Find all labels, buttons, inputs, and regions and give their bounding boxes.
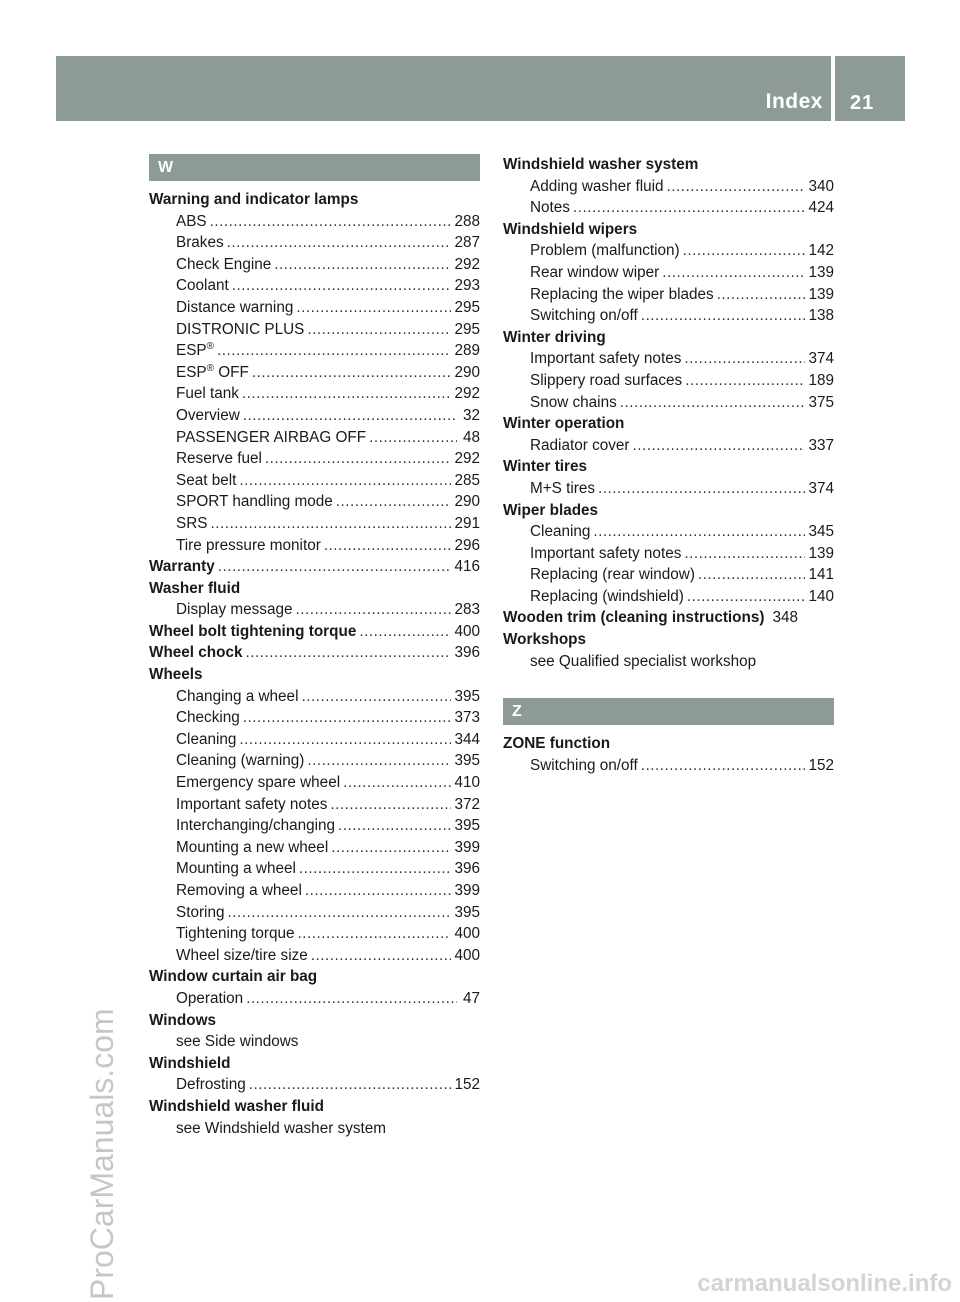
index-subentry[interactable]: Coolant ..... 293 bbox=[149, 275, 480, 297]
index-subentry[interactable]: Checking ..... 373 bbox=[149, 707, 480, 729]
index-subentry[interactable]: PASSENGER AIRBAG OFF ..... 48 bbox=[149, 427, 480, 449]
index-heading: Windshield wipers bbox=[503, 220, 638, 238]
index-heading: Warning and indicator lamps bbox=[149, 191, 359, 208]
index-heading: Windshield washer fluid bbox=[149, 1097, 324, 1115]
index-entry[interactable]: Wooden trim (cleaning instructions) 348 bbox=[503, 609, 799, 627]
index-subentry[interactable]: SRS ..... 291 bbox=[149, 513, 480, 535]
index-heading: Windshield washer system bbox=[503, 156, 699, 173]
section-letter-z: Z bbox=[503, 698, 834, 725]
index-subentry[interactable]: Fuel tank ..... 292 bbox=[149, 383, 480, 405]
index-subentry[interactable]: Overview ..... 32 bbox=[149, 405, 480, 427]
index-column-left bbox=[149, 154, 480, 1139]
index-subentry[interactable]: Removing a wheel ..... 399 bbox=[149, 880, 480, 902]
index-subentry[interactable]: Switching on/off ..... 152 bbox=[503, 755, 834, 777]
index-see-reference[interactable]: see Windshield washer system bbox=[176, 1119, 386, 1137]
side-watermark: ProCarManuals.com bbox=[84, 1008, 120, 1300]
index-subentry[interactable]: Cleaning (warning) ..... 395 bbox=[149, 750, 480, 772]
index-subentry[interactable]: Mounting a new wheel ..... 399 bbox=[149, 837, 480, 859]
index-subentry[interactable]: ESP® ..... 289 bbox=[149, 340, 480, 362]
index-subentry[interactable]: Defrosting ..... 152 bbox=[149, 1074, 480, 1096]
index-heading: Wheels bbox=[149, 666, 203, 684]
index-subentry[interactable]: Interchanging/changing ..... 395 bbox=[149, 815, 480, 837]
index-subentry[interactable]: DISTRONIC PLUS ..... 295 bbox=[149, 319, 480, 341]
index-subentry[interactable]: Switching on/off ..... 138 bbox=[503, 305, 834, 327]
index-heading: Window curtain air bag bbox=[149, 968, 318, 986]
index-subentry[interactable]: Display message ..... 283 bbox=[149, 599, 480, 621]
registered-mark: ® bbox=[206, 341, 214, 353]
index-see-reference[interactable]: see Side windows bbox=[176, 1033, 299, 1051]
index-subentry[interactable]: Check Engine ..... 292 bbox=[149, 254, 480, 276]
index-subentry[interactable]: Slippery road surfaces ..... 189 bbox=[503, 370, 834, 392]
index-entry[interactable]: Warranty ..... 416 bbox=[149, 556, 480, 578]
header-divider bbox=[831, 56, 835, 121]
index-subentry[interactable]: Important safety notes ..... 139 bbox=[503, 543, 834, 565]
index-subentry[interactable]: M+S tires ..... 374 bbox=[503, 478, 834, 500]
index-subentry[interactable]: Cleaning ..... 345 bbox=[503, 521, 834, 543]
index-column-right bbox=[503, 154, 834, 776]
index-subentry[interactable]: Storing ..... 395 bbox=[149, 902, 480, 924]
index-subentry[interactable]: Seat belt ..... 285 bbox=[149, 470, 480, 492]
index-subentry[interactable]: Changing a wheel ..... 395 bbox=[149, 686, 480, 708]
bottom-watermark: carmanualsonline.info bbox=[697, 1270, 952, 1297]
index-subentry[interactable]: Wheel size/tire size ..... 400 bbox=[149, 945, 480, 967]
index-subentry[interactable]: Rear window wiper ..... 139 bbox=[503, 262, 834, 284]
page-title: Index bbox=[765, 90, 823, 113]
index-subentry[interactable]: Notes ..... 424 bbox=[503, 197, 834, 219]
index-subentry[interactable]: Important safety notes ..... 372 bbox=[149, 794, 480, 816]
index-subentry[interactable]: Emergency spare wheel ..... 410 bbox=[149, 772, 480, 794]
index-see-reference[interactable]: see Qualified specialist workshop bbox=[530, 652, 757, 670]
index-subentry[interactable]: Adding washer fluid ..... 340 bbox=[503, 176, 834, 198]
index-heading: Windows bbox=[149, 1011, 216, 1029]
index-subentry[interactable]: Operation ..... 47 bbox=[149, 988, 480, 1010]
index-subentry[interactable]: SPORT handling mode ..... 290 bbox=[149, 491, 480, 513]
section-letter-w: W bbox=[149, 154, 480, 181]
index-heading: Windshield bbox=[149, 1054, 231, 1072]
index-subentry[interactable]: Brakes ..... 287 bbox=[149, 232, 480, 254]
index-subentry[interactable]: Distance warning ..... 295 bbox=[149, 297, 480, 319]
index-subentry[interactable]: Tire pressure monitor ..... 296 bbox=[149, 535, 480, 557]
index-heading: Wiper blades bbox=[503, 501, 599, 519]
index-subentry[interactable]: ESP® OFF ..... 290 bbox=[149, 362, 480, 384]
index-subentry[interactable]: Cleaning ..... 344 bbox=[149, 729, 480, 751]
index-subentry[interactable]: Replacing the wiper blades ..... 139 bbox=[503, 284, 834, 306]
registered-mark: ® bbox=[206, 362, 214, 374]
index-heading: Winter driving bbox=[503, 328, 606, 346]
index-subentry[interactable]: Replacing (rear window) ..... 141 bbox=[503, 564, 834, 586]
index-subentry[interactable]: Snow chains ..... 375 bbox=[503, 392, 834, 414]
index-heading: Washer fluid bbox=[149, 579, 241, 597]
index-entry[interactable]: Wheel chock ..... 396 bbox=[149, 642, 480, 664]
index-heading: Winter tires bbox=[503, 458, 588, 476]
index-subentry[interactable]: ABS ..... 288 bbox=[149, 211, 480, 233]
index-sublist bbox=[149, 211, 480, 557]
index-heading: Winter operation bbox=[503, 415, 625, 433]
page-number: 21 bbox=[850, 92, 875, 114]
index-subentry[interactable]: Reserve fuel ..... 292 bbox=[149, 448, 480, 470]
index-subentry[interactable]: Mounting a wheel ..... 396 bbox=[149, 858, 480, 880]
index-subentry[interactable]: Replacing (windshield) ..... 140 bbox=[503, 586, 834, 608]
index-subentry[interactable]: Problem (malfunction) ..... 142 bbox=[503, 240, 834, 262]
index-heading: Workshops bbox=[503, 631, 587, 649]
index-subentry[interactable]: Tightening torque ..... 400 bbox=[149, 923, 480, 945]
index-subentry[interactable]: Radiator cover ..... 337 bbox=[503, 435, 834, 457]
index-subentry[interactable]: Important safety notes ..... 374 bbox=[503, 348, 834, 370]
index-heading: ZONE function bbox=[503, 735, 611, 753]
index-entry[interactable]: Wheel bolt tightening torque ..... 400 bbox=[149, 621, 480, 643]
